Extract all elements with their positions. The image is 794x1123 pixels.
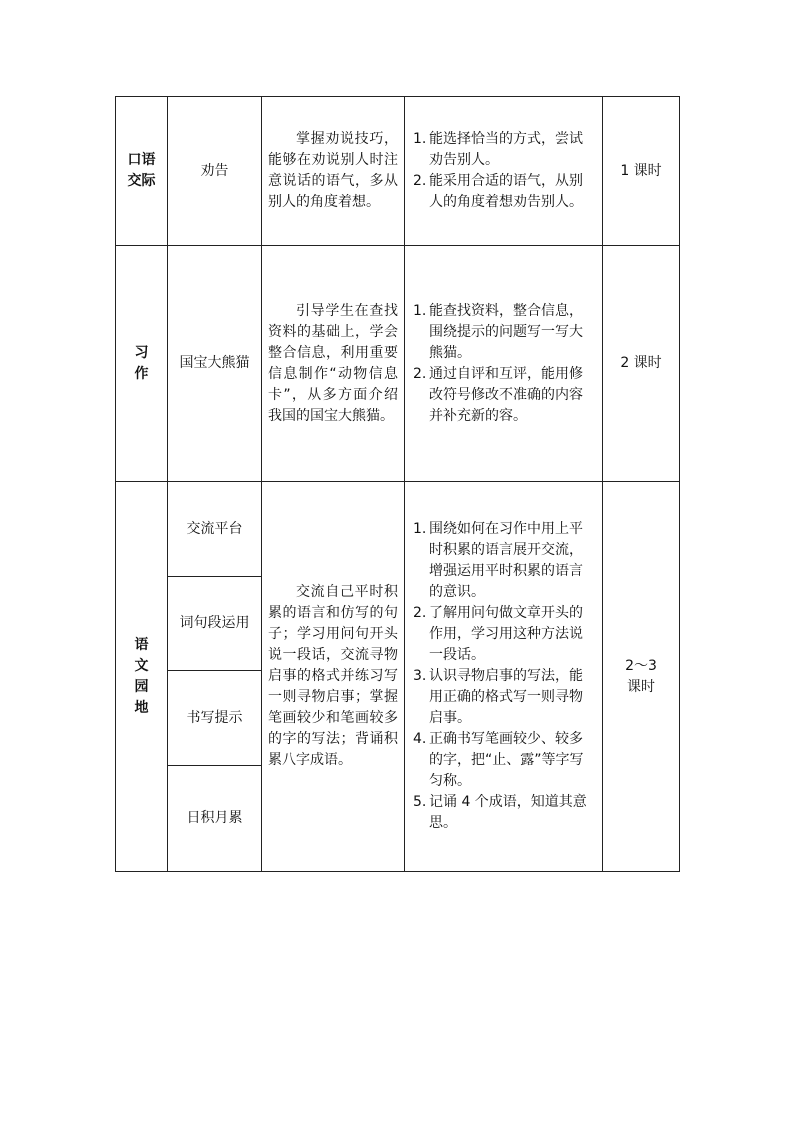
lesson-plan-table (115, 96, 680, 872)
table-row-chinese-garden (116, 482, 680, 577)
category-cell: 口语 交际 (116, 97, 168, 246)
table-row-oral-communication (116, 97, 680, 246)
category-cell: 习 作 (116, 246, 168, 482)
description-cell: 掌握劝说技巧，能够在劝说别人时注意说话的语气，多从别人的角度着想。 (262, 97, 405, 246)
description-cell: 引导学生在查找资料的基础上，学会整合信息，利用重要信息制作“动物信息卡”，从多方面介绍我国的国宝大熊猫。 (262, 246, 405, 482)
subitem-sentence-usage: 词句段运用 (168, 577, 262, 671)
goals-cell (405, 482, 603, 872)
description-cell: 交流自己平时积累的语言和仿写的句子；学习用问句开头说一段话，交流寻物启事的格式并练习写一则寻物启事；掌握笔画较少和笔画较多的字的写法；背诵积累八字成语。 (262, 482, 405, 872)
goal-item: 2. 能采用合适的语气，从别人的角度着想劝告别人。 (413, 173, 583, 210)
goal-item: 4. 正确书写笔画较少、较多的字，把“止、露”等字写匀称。 (413, 731, 584, 789)
hours-cell: 2～3 课时 (603, 482, 680, 872)
goals-cell (405, 246, 603, 482)
hours-cell: 2 课时 (603, 246, 680, 482)
table-row-writing (116, 246, 680, 482)
goal-item: 2. 通过自评和互评，能用修改符号修改不准确的内容并补充新的容。 (413, 365, 583, 424)
goal-item: 5. 记诵 4 个成语，知道其意思。 (413, 794, 587, 831)
subitem-daily-accumulation: 日积月累 (168, 766, 262, 872)
goal-item: 1. 能查找资料，整合信息，围绕提示的问题写一写大熊猫。 (413, 302, 583, 361)
subitem-exchange-platform: 交流平台 (168, 482, 262, 577)
lesson-name-cell: 国宝大熊猫 (168, 246, 262, 482)
goals-cell (405, 97, 603, 246)
lesson-name-cell: 劝告 (168, 97, 262, 246)
goal-item: 1. 围绕如何在习作中用上平时积累的语言展开交流，增强运用平时积累的语言的意识。 (413, 521, 583, 600)
subitem-writing-tips: 书写提示 (168, 671, 262, 766)
goal-item: 3. 认识寻物启事的写法，能用正确的格式写一则寻物启事。 (413, 668, 583, 726)
goal-item: 1. 能选择恰当的方式，尝试劝告别人。 (413, 131, 583, 168)
category-cell: 语 文 园 地 (116, 482, 168, 872)
goal-item: 2. 了解用问句做文章开头的作用，学习用这种方法说一段话。 (413, 605, 583, 663)
hours-cell: 1 课时 (603, 97, 680, 246)
